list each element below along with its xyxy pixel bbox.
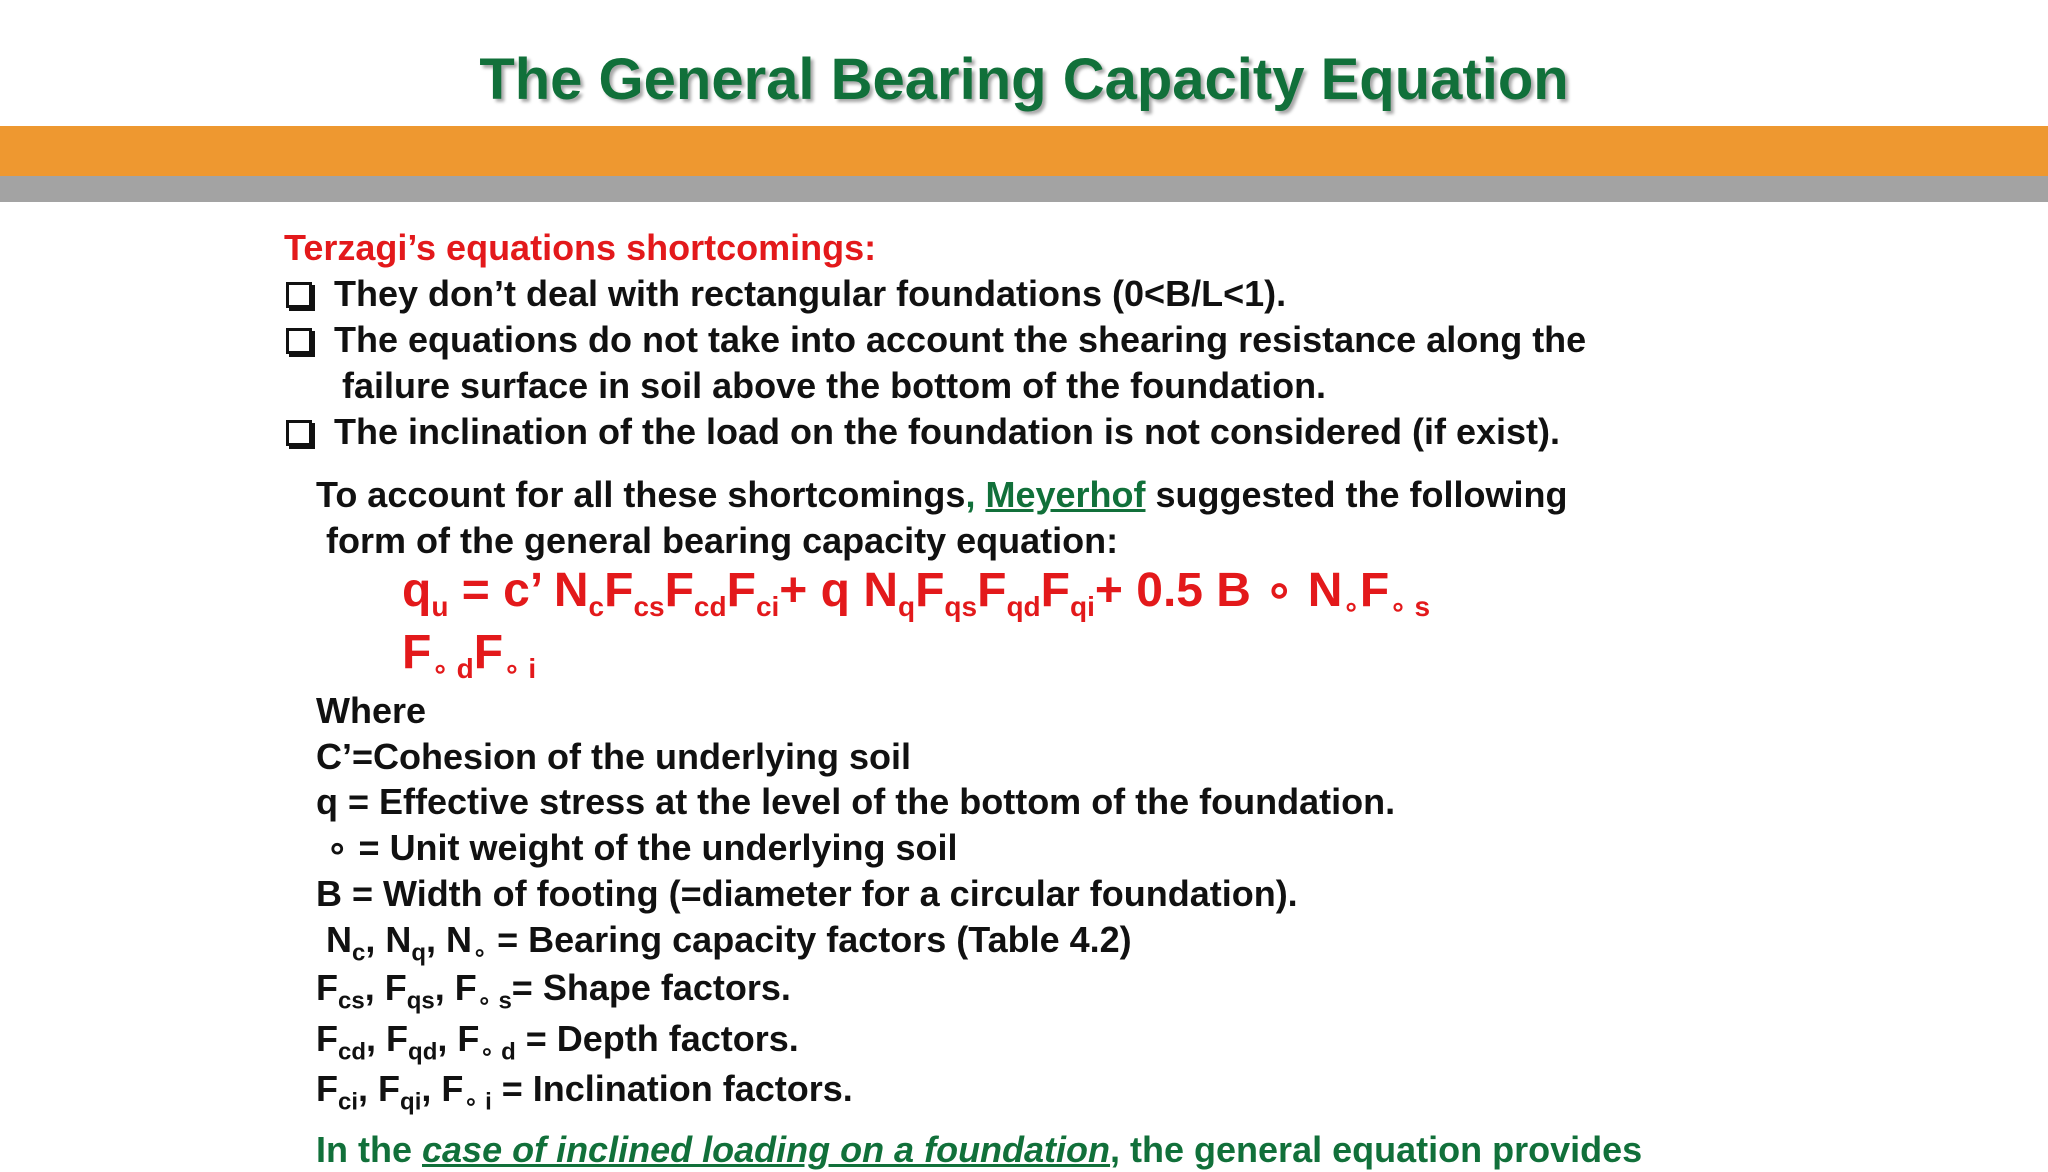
- checkbox-bullet-icon: [286, 420, 312, 446]
- orange-band: [0, 126, 2048, 176]
- def-inclination-factors: $F_{ci}$, $F_{qi}$, $F_{\circ i}$ = Inclination factors.: [316, 1068, 853, 1116]
- def-width: B = Width of footing (=diameter for a circular foundation).: [316, 873, 1298, 914]
- bullet-item-3: [286, 410, 1560, 454]
- checkbox-bullet-icon: [286, 282, 312, 308]
- bullet-text-3: The inclination of the load on the foundation is not considered (if exist).: [334, 411, 1561, 452]
- bullet-item-2: [286, 318, 1586, 362]
- checkbox-bullet-icon: [286, 328, 312, 354]
- bullet-text-2: The equations do not take into account the shearing resistance along the: [334, 319, 1587, 360]
- bullet-item-1: [286, 272, 1286, 316]
- def-cohesion: C’=Cohesion of the underlying soil: [316, 736, 912, 777]
- slide-title: The General Bearing Capacity Equation: [479, 47, 1569, 112]
- bullet-text-2-continued: failure surface in soil above the bottom of the foundation.: [342, 365, 1327, 406]
- shortcomings-heading: Terzagi’s equations shortcomings:: [284, 227, 877, 268]
- bullet-text-1: They don’t deal with rectangular foundations (0<B/L<1).: [334, 273, 1287, 314]
- intro-line-1: To account for all these shortcomings, Meyerhof suggested the following: [316, 474, 1568, 515]
- def-effective-stress: q = Effective stress at the level of the bottom of the foundation.: [316, 781, 1396, 822]
- meyerhof-link[interactable]: Meyerhof: [985, 474, 1146, 515]
- gray-band: [0, 176, 2048, 202]
- def-shape-factors: $F_{cs}$, $F_{qs}$, $F_{\circ s}=$ Shape factors.: [316, 967, 791, 1015]
- bearing-capacity-equation-line-2: $F_{\circ d}F_{\circ i}$: [402, 626, 537, 684]
- where-label: Where: [316, 690, 427, 731]
- def-depth-factors: $F_{cd}$, $F_{qd}$, $F_{\circ d}$ = Depth factors.: [316, 1018, 799, 1066]
- footer-note: In the case of inclined loading on a foundation, the general equation provides: [316, 1129, 1643, 1170]
- intro-line-2: form of the general bearing capacity equation:: [326, 520, 1119, 561]
- def-unit-weight: ∘ = Unit weight of the underlying soil: [326, 827, 958, 868]
- def-bearing-factors: $N_c$, $N_q$, $N_\circ$ = Bearing capacity factors (Table 4.2): [326, 919, 1132, 967]
- bearing-capacity-equation-line-1: $q_u = c$’ $N_cF_{cs}F_{cd}F_{ci}+ q$ $N_qF_{qs}F_{qd}F_{qi}+ 0.5$ B ∘ $N_\circ F_{\circ s}$: [402, 564, 1431, 622]
